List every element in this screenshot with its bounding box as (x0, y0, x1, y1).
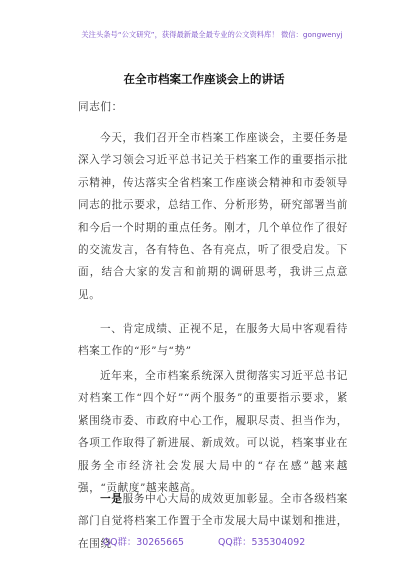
paragraph-intro: 今天，我们召开全市档案工作座谈会，主要任务是深入学习领会习近平总书记关于档案工作的重要指示批示精神，传达落实全省档案工作座谈会精神和市委领导同志的批示要求，总结工作、分析形势，研究部署当前和今后一个时期的重点任务。刚才，几个单位作了很好的交流发言，各有特色、各有亮点，听了很受启发。下面，结合大家的发言和前期的调研思考，我讲三点意见。 (78, 132, 348, 301)
document-title: 在全市档案工作座谈会上的讲话 (123, 72, 285, 86)
section-heading-1: 一、肯定成绩、正视不足，在服务大局中客观看待档案工作的“形”与“势” (78, 323, 348, 358)
footer-qq-group-1: QQ群：30265665 (102, 537, 185, 548)
point-lead: 一是 (100, 493, 123, 505)
footer-contact (0, 534, 408, 548)
header-notice: 关注头条号“公文研究”，获得最新最全最专业的公文资料库！ 微信：gongwenyj (81, 30, 343, 39)
point-text: 服务中心大局的成效更加彰显。全市各级档案部门自觉将档案工作置于全市发展大局中谋划和推进，在围绕 (78, 493, 348, 550)
paragraph-achievements: 近年来，全市档案系统深入贯彻落实习近平总书记对档案工作“四个好”“两个服务”的重要指示要求，紧紧围绕市委、市政府中心工作，履职尽责、担当作为，各项工作取得了新进展、新成效。可以说，档案事业在服务全市经济社会发展大局中的“存在感”越来越强，“贡献度”越来越高。 (78, 370, 348, 495)
salutation: 同志们： (78, 101, 123, 113)
footer-qq-group-2: QQ群：535304092 (218, 537, 306, 548)
